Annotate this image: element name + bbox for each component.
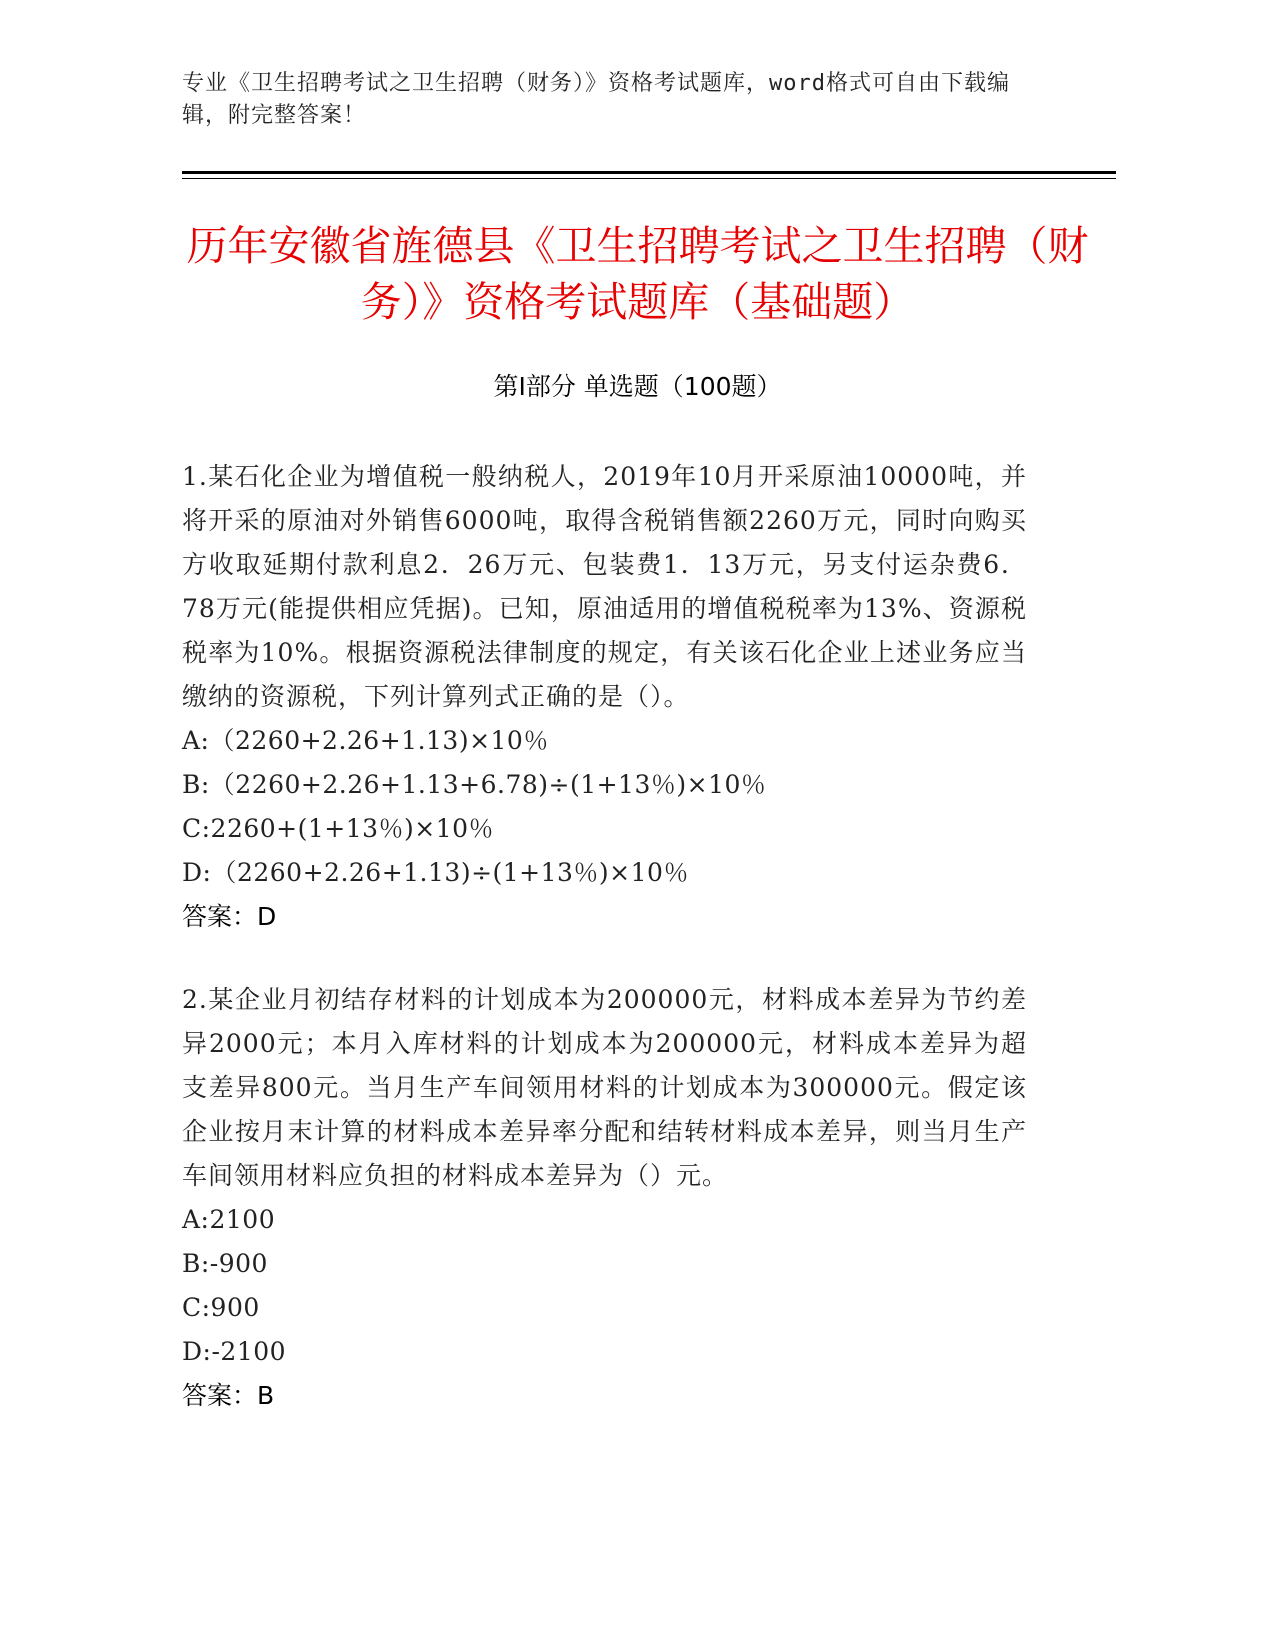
header-rule-thick [182,171,1116,174]
option-a: A:2100 [182,1205,276,1234]
question-1 [182,455,1027,939]
answer: 答案：D [182,902,277,931]
answer: 答案：B [182,1381,275,1410]
header-rule-thin [182,178,1116,179]
option-c: C:2260+(1+13％)×10％ [182,814,495,843]
document-title: 历年安徽省旌德县《卫生招聘考试之卫生招聘（财务）》资格考试题库（基础题） [186,222,1089,326]
question-stem: 2.某企业月初结存材料的计划成本为200000元，材料成本差异为节约差异2000元；本月入库材料的计划成本为200000元，材料成本差异为超支差异800元。当月生产车间领用材料的计划成本为300000元。假定该企业按月末计算的材料成本差异率分配和结转材料成本差异，则当月生产车间领用材料应负担的材料成本差异为（）元。 [182,985,1027,1190]
option-b: B:（2260+2.26+1.13+6.78)÷(1+13％)×10％ [182,770,767,799]
section-heading: 第Ⅰ部分 单选题（100题） [493,372,782,401]
option-a: A:（2260+2.26+1.13)×10％ [182,726,549,755]
option-c: C:900 [182,1293,260,1322]
option-d: D:-2100 [182,1337,287,1366]
question-2 [182,978,1027,1418]
header-note: 专业《卫生招聘考试之卫生招聘（财务）》资格考试题库，word格式可自由下载编辑，附完整答案！ [182,71,1010,128]
option-b: B:-900 [182,1249,268,1278]
question-stem: 1.某石化企业为增值税一般纳税人，2019年10月开采原油10000吨，并将开采的原油对外销售6000吨，取得含税销售额2260万元，同时向购买方收取延期付款利息2．26万元、包装费1．13万元，另支付运杂费6．78万元(能提供相应凭据)。已知，原油适用的增值税税率为13%、资源税税率为10%。根据资源税法律制度的规定，有关该石化企业上述业务应当缴纳的资源税，下列计算列式正确的是（）。 [182,462,1027,711]
option-d: D:（2260+2.26+1.13)÷(1+13％)×10％ [182,858,689,887]
